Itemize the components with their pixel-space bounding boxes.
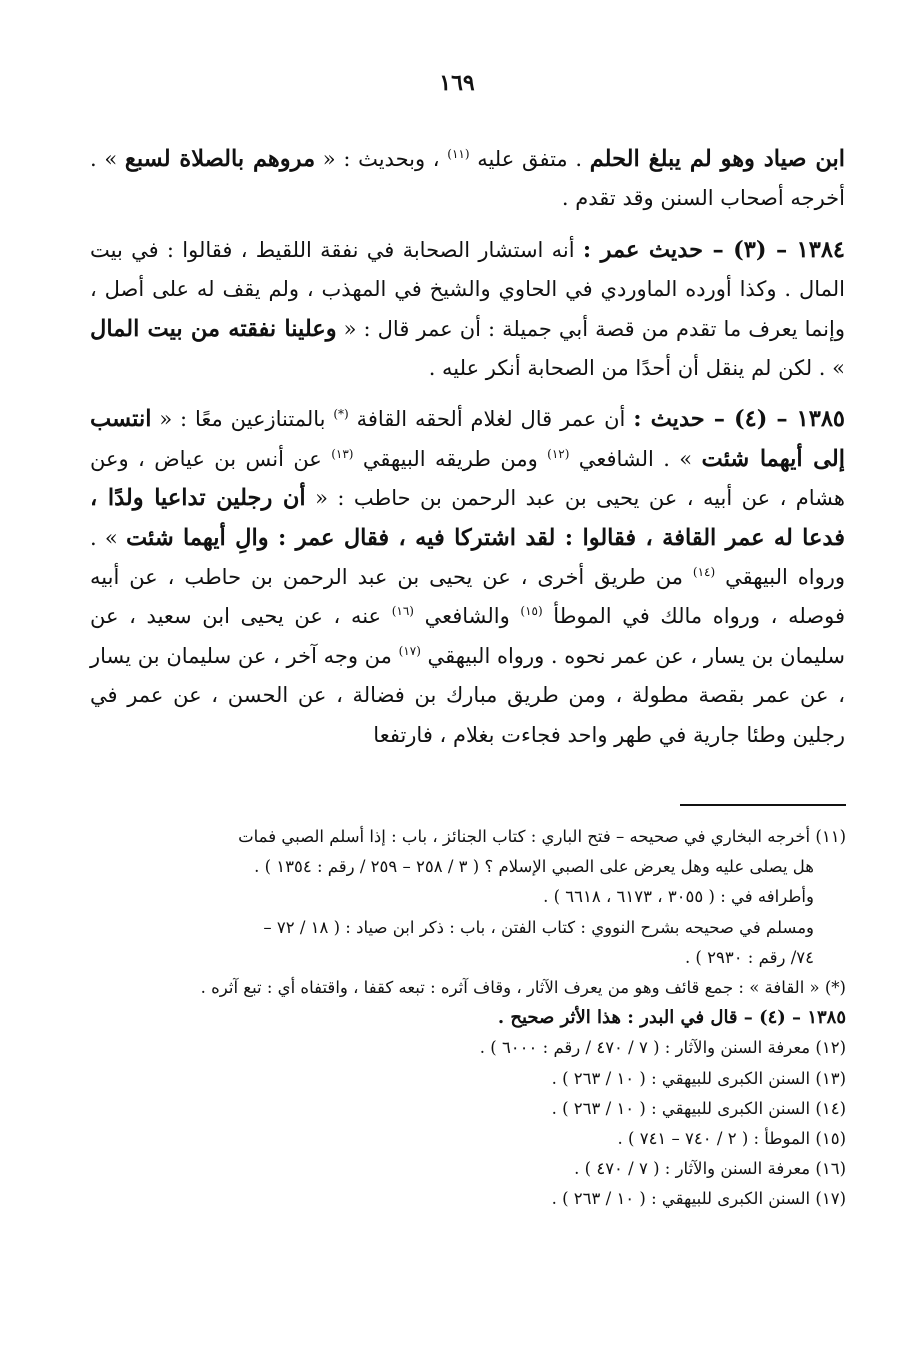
footnote-11-cont: وأطرافه في : ( ٣٠٥٥ ، ٦١٧٣ ، ٦٦١٨ ) . [543,887,814,907]
footnote-ref: (*) [333,407,349,422]
footnote-ref: (١٦) [391,604,414,619]
footnote-ref: (١٢) [547,446,570,461]
footnote-ref: (١٤) [692,565,716,580]
hadith-heading-1385: ١٣٨٥ – (٤) – حديث : [633,406,845,433]
text: أنه استشار الصحابة في نفقة اللقيط ، فقالوا : في بيت المال . وكذا أورده الماوردي في الحاوي والشيخ في المهذب ، ولم يقف له على أصل ، وإنما يعرف ما تقدم من قصة أبي جميلة : أن عمر قال : « [90,237,845,341]
text: . متفق عليه [469,147,590,171]
text: » . لكن لم ينقل أن أحدًا من الصحابة أنكر عليه . [428,356,845,381]
footnote-11-cont: ٧٤/ رقم : ٢٩٣٠ ) . [684,947,814,967]
text: من وجه آخر ، عن سليمان بن يسار ، عن عمر بقصة مطولة ، ومن طريق مبارك بن فضالة ، عن الحسن ، عن عمر في رجلين وطئا جارية في طهر واحد فجاءت بغلام ، فارتفعا [90,643,845,747]
footnote-11-cont: هل يصلى عليه وهل يعرض على الصبي الإسلام ؟ ( ٣ / ٢٥٨ – ٢٥٩ / رقم : ١٣٥٤ ) . [254,857,814,877]
main-text [90,140,845,755]
bold-text: مروهم بالصلاة لسبع [124,146,316,172]
footnote-16: (١٦) معرفة السنن والآثار : ( ٧ / ٤٧٠ ) . [574,1159,846,1179]
footnote-12: (١٢) معرفة السنن والآثار : ( ٧ / ٤٧٠ / رقم : ٦٠٠٠ ) . [479,1038,846,1058]
text: أن عمر قال لغلام ألحقه القافة [348,407,634,432]
footnote-17: (١٧) السنن الكبرى للبيهقي : ( ١٠ / ٢٦٣ ) . [551,1189,846,1209]
text: » . الشافعي [569,446,702,471]
text: » . ورواه البيهقي [90,525,846,590]
footnote-13: (١٣) السنن الكبرى للبيهقي : ( ١٠ / ٢٦٣ ) . [551,1068,846,1088]
footnote-ref: (١١) [447,147,470,161]
text: ، وبحديث : « [315,147,448,171]
text: » . أخرجه أصحاب السنن وقد تقدم . [90,147,845,211]
paragraph-1 [90,140,845,219]
hadith-heading-1384: ١٣٨٤ – (٣) – حديث عمر : [582,236,845,263]
footnote-ref: (١٣) [331,446,354,461]
footnote-15: (١٥) الموطأ : ( ٢ / ٧٤٠ – ٧٤١ ) . [617,1129,846,1149]
text: ومن طريقه البيهقي [353,446,548,471]
bold-text: أن رجلين تداعيا ولدًا ، فدعا له عمر القافة ، فقالوا : لقد اشتركا فيه ، فقال عمر : والِ أيهما شئت [90,485,846,551]
footnote-1385-grading: ١٣٨٥ – (٤) – قال في البدر : هذا الأثر صحيح . [497,1007,846,1029]
text: عن أنس بن عياض ، وعن هشام ، عن أبيه ، عن يحيى بن عبد الرحمن بن حاطب : « [90,446,845,511]
paragraph-1384 [90,231,845,389]
text: من طريق أخرى ، عن يحيى بن عبد الرحمن بن حاطب ، عن أبيه فوصله ، ورواه مالك في الموطأ [90,565,846,629]
text: عنه ، عن يحيى ابن سعيد ، عن سليمان بن يسار ، عن عمر نحوه . ورواه البيهقي [90,604,845,668]
bold-text: ابن صياد وهو لم يبلغ الحلم [589,146,846,172]
footnote-star: (*) « القافة » : جمع قائف وهو من يعرف الآثار ، وقاف آثره : تبعه كقفا ، واقتفاه أي : تبع آثره . [200,978,846,998]
footnote-divider [680,804,846,806]
footnote-ref: (١٥) [520,604,543,619]
footnote-11: (١١) أخرجه البخاري في صحيحه – فتح الباري : كتاب الجنائز ، باب : إذا أسلم الصبي فمات [238,827,846,846]
bold-text: انتسب إلى أيهما شئت [90,406,845,472]
footnote-11-cont: ومسلم في صحيحه بشرح النووي : كتاب الفتن ، باب : ذكر ابن صياد : ( ١٨ / ٧٢ – [263,917,814,937]
paragraph-1385 [90,400,845,755]
footnote-14: (١٤) السنن الكبرى للبيهقي : ( ١٠ / ٢٦٣ ) . [551,1098,846,1118]
footnote-ref: (١٧) [398,643,421,658]
page-number: ١٦٩ [439,70,475,96]
text: بالمتنازعين معًا : « [151,407,334,432]
text: والشافعي [413,604,521,629]
footnotes [92,822,846,1215]
bold-text: وعلينا نفقته من بيت المال [90,315,337,342]
